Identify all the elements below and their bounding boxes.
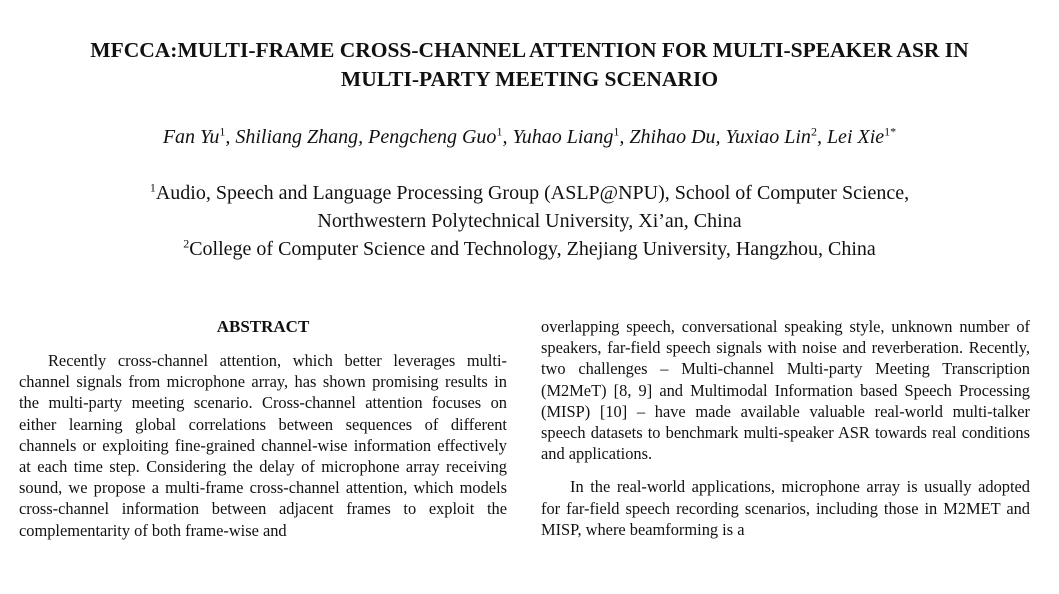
left-column [19, 316, 507, 541]
author-name: Lei Xie [826, 126, 885, 148]
author-name: Yuxiao Lin [725, 126, 811, 148]
intro-paragraph-2: In the real-world applications, microphone array is usually adopted for far-field speech recording scenarios, including those in M2MET and MISP, where beamforming is a [541, 477, 1030, 539]
author-affiliation-mark: 1 [496, 124, 503, 139]
author-affiliation-mark: 1* [884, 124, 897, 139]
affiliation-1 [0, 179, 1059, 235]
affiliation-mark: 2 [183, 236, 190, 251]
author-name: Yuhao Liang [512, 126, 614, 148]
author-list: Fan Yu$^1$, Shiliang Zhang, Pengcheng Guo$^1$, Yuhao Liang$^1$, Zhihao Du, Yuxiao Lin$^2$, Lei Xie$^{1*}$ [162, 124, 897, 148]
paper-title [0, 36, 1059, 94]
title-line-2: MULTI-PARTY MEETING SCENARIO [340, 67, 719, 91]
affiliation-1-line-1: Audio, Speech and Language Processing Group (ASLP@NPU), School of Computer Science, [155, 182, 910, 204]
right-column [541, 316, 1030, 540]
author-name: Pengcheng Guo [368, 126, 497, 148]
author-name: Shiliang Zhang [235, 126, 359, 148]
intro-paragraph-1: overlapping speech, conversational speaking style, unknown number of speakers, far-field speech signals with noise and reverberation. Recently, two challenges – Multi-channel Multi-party Meeting Transcription (M2MeT) [8, 9] and Multimodal Information based Speech Processing (MISP) [10] – have made available valuable real-world multi-talker speech datasets to benchmark multi-speaker ASR towards real conditions and applications. [541, 317, 1030, 464]
title-line-1: MFCCA:MULTI-FRAME CROSS-CHANNEL ATTENTION FOR MULTI-SPEAKER ASR IN [90, 38, 969, 62]
author-affiliation-mark: 2 [810, 124, 817, 139]
affiliation-1-line-2: Northwestern Polytechnical University, Xi’an, China [317, 210, 742, 232]
affiliation-2 [0, 235, 1059, 263]
author-name: Fan Yu [162, 126, 220, 148]
author-affiliation-mark: 1 [219, 124, 226, 139]
affiliation-mark: 1 [149, 180, 156, 195]
affiliation-2-line-1: College of Computer Science and Technology, Zhejiang University, Hangzhou, China [189, 238, 876, 260]
author-name: Zhihao Du [629, 126, 716, 148]
abstract-heading: ABSTRACT [216, 317, 310, 336]
abstract-text: Recently cross-channel attention, which better leverages multi-channel signals from microphone array, has shown promising results in the multi-party meeting scenario. Cross-channel attention focuses on either learning global correlations between sequences of different channels or exploiting fine-grained channel-wise information effectively at each time step. Considering the delay of microphone array receiving sound, we propose a multi-frame cross-channel attention, which models cross-channel information between adjacent frames to exploit the complementarity of both frame-wise and [19, 351, 507, 540]
author-affiliation-mark: 1 [613, 124, 620, 139]
